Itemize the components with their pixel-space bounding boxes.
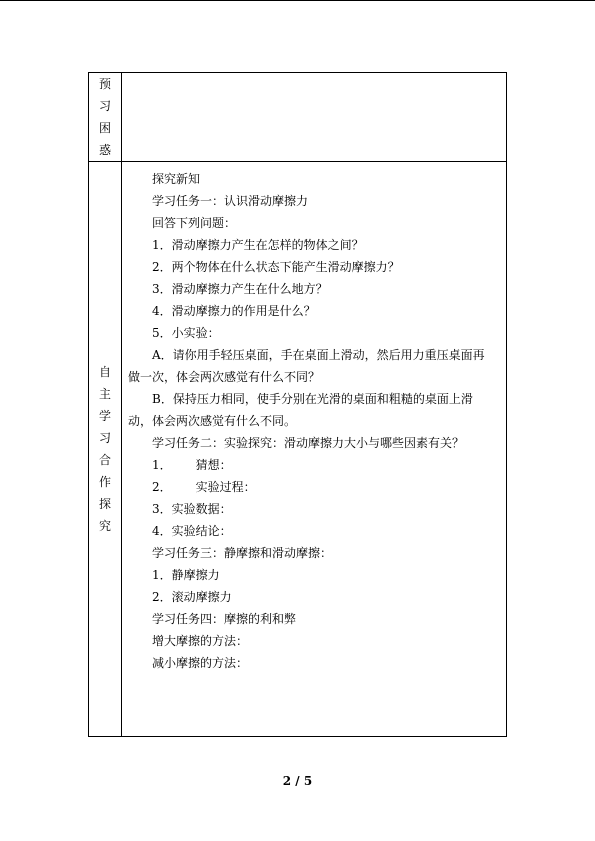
question-1: 1．滑动摩擦力产生在怎样的物体之间？ — [152, 238, 364, 252]
task-4-decrease: 减小摩擦的方法： — [152, 656, 249, 670]
experiment-a: A．请你用手轻压桌面，手在桌面上滑动，然后用力重压桌面再做一次，体会两次感觉有什么不同？ — [128, 348, 485, 384]
top-rule — [0, 0, 595, 1]
task-2-item-2: 2． 实验过程： — [152, 480, 256, 494]
self-study-content — [122, 162, 506, 678]
task-3-item-2: 2．滚动摩擦力 — [152, 590, 232, 604]
page-number: 2 / 5 — [282, 774, 313, 788]
preview-answer-cell[interactable] — [122, 73, 507, 162]
task-2-title: 学习任务二：实验探究：滑动摩擦力大小与哪些因素有关？ — [152, 436, 465, 450]
task-1-prompt: 回答下列问题： — [152, 216, 237, 230]
question-2: 2．两个物体在什么状态下能产生滑动摩擦力？ — [152, 260, 400, 274]
label-cell-preview — [89, 73, 122, 162]
row-preview-questions — [89, 73, 507, 162]
task-2-item-1: 1． 猜想： — [152, 458, 232, 472]
row-self-study — [89, 162, 507, 737]
task-1-title: 学习任务一：认识滑动摩擦力 — [152, 194, 309, 208]
task-2-item-4: 4．实验结论： — [152, 524, 232, 538]
question-3: 3．滑动摩擦力产生在什么地方？ — [152, 282, 328, 296]
task-3-item-1: 1．静摩擦力 — [152, 568, 220, 582]
question-4: 4．滑动摩擦力的作用是什么？ — [152, 304, 316, 318]
task-2-item-3: 3．实验数据： — [152, 502, 232, 516]
question-5: 5．小实验： — [152, 326, 220, 340]
task-4-title: 学习任务四：摩擦的利和弊 — [152, 612, 297, 626]
self-study-content-cell — [122, 162, 507, 737]
experiment-b: B．保持压力相同，使手分别在光滑的桌面和粗糙的桌面上滑动，体会两次感觉有什么不同。 — [128, 392, 473, 428]
label-preview: 预 习 困 惑 — [98, 77, 111, 157]
section-heading: 探究新知 — [152, 172, 201, 186]
label-cell-self-study — [89, 162, 122, 737]
label-self-study: 自 主 学 习 合 作 探 究 — [98, 365, 111, 533]
study-form-table — [88, 72, 507, 737]
task-3-title: 学习任务三：静摩擦和滑动摩擦： — [152, 546, 333, 560]
task-4-increase: 增大摩擦的方法： — [152, 634, 249, 648]
